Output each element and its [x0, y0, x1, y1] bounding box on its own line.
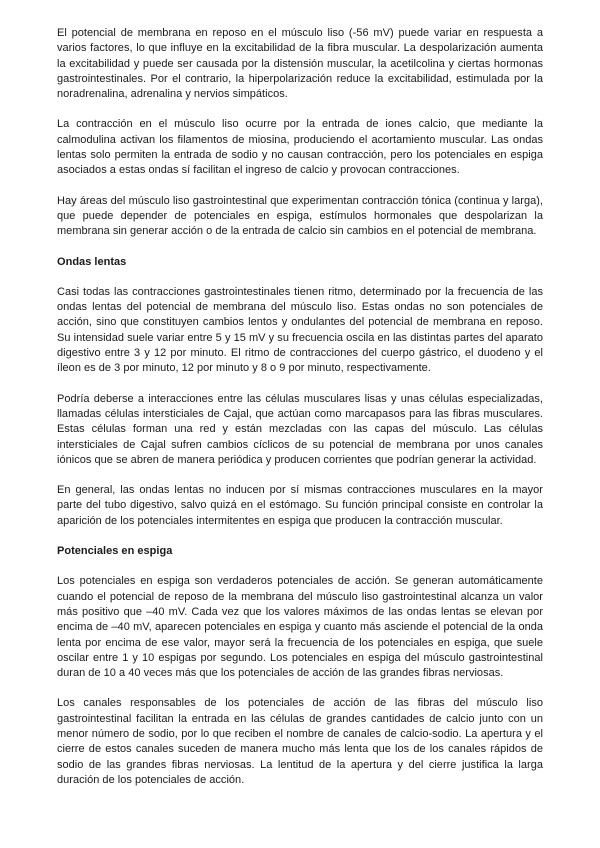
paragraph-resting-potential: El potencial de membrana en reposo en el músculo liso (-56 mV) puede variar en respuesta a varios factores, lo que influye en la excitabilidad de la fibra muscular. La despolarización aumenta la excitabilidad y puede ser causada por la distensión muscular, la acetilcolina y ciertas hormonas gastrointestinales. Por el contrario, la hiperpolarización reduce la excitabilidad, estimulada por la noradrenalina, adrenalina y nervios simpáticos. — [57, 27, 543, 101]
paragraph-espiga-definition: Los potenciales en espiga son verdaderos potenciales de acción. Se generan automáticamente cuando el potencial de reposo de la membrana del músculo liso gastrointestinal alcanza un valor más positivo que –40 mV. Cada vez que los valores máximos de las ondas lentas se elevan por encima de –40 mV, aparecen potenciales en espiga y cuanto más asciende el potencial de la onda lenta por encima de ese valor, mayor será la frecuencia de los potenciales en espiga, que suele oscilar entre 1 y 10 espigas por segundo. Los potenciales en espiga del músculo gastrointestinal duran de 10 a 40 veces más que los potenciales de acción de las grandes fibras nerviosas. — [57, 575, 543, 680]
paragraph-tonic-contraction: Hay áreas del músculo liso gastrointestinal que experimentan contracción tónica (continua y larga), que puede depender de potenciales en espiga, estímulos hormonales que despolarizan la membrana sin generar acción o de la entrada de calcio sin cambios en el potencial de membrana. — [57, 194, 543, 238]
paragraph-calcium-contraction: La contracción en el músculo liso ocurre por la entrada de iones calcio, que mediante la calmodulina activan los filamentos de miosina, produciendo el acortamiento muscular. Las ondas lentas solo permiten la entrada de sodio y no causan contracción, pero los potenciales en espiga asociados a estas ondas sí facilitan el ingreso de calcio y provocan contracciones. — [57, 118, 543, 177]
paragraph-espiga-channels: Los canales responsables de los potenciales de acción de las fibras del músculo liso gastrointestinal facilitan la entrada en las células de grandes cantidades de calcio junto con un menor número de sodio, por lo que reciben el nombre de canales de calcio-sodio. La apertura y el cierre de estos canales suceden de manera mucho más lenta que los de los canales rápidos de sodio de las grandes fibras nerviosas. La lentitud de la apertura y del cierre justifica la larga duración de los potenciales de acción. — [57, 697, 543, 786]
paragraph-ondas-function: En general, las ondas lentas no inducen por sí mismas contracciones musculares en la mayor parte del tubo digestivo, salvo quizá en el estómago. Su función principal consiste en controlar la aparición de los potenciales intermitentes en espiga que producen la contracción muscular. — [57, 484, 543, 527]
document-page — [57, 26, 543, 803]
paragraph-ondas-cajal: Podría deberse a interacciones entre las células musculares lisas y unas células especializadas, llamadas células intersticiales de Cajal, que actúan como marcapasos para las fibras musculares. Estas células forman una red y están mezcladas con las capas del músculo. Las células intersticiales de Cajal sufren cambios cíclicos de su potencial de membrana por unos canales iónicos que se abren de manera periódica y producen corrientes que podrían generar la actividad. — [57, 392, 543, 466]
heading-ondas-lentas: Ondas lentas — [57, 255, 127, 268]
heading-potenciales-espiga: Potenciales en espiga — [57, 545, 173, 558]
paragraph-ondas-rhythm: Casi todas las contracciones gastrointestinales tienen ritmo, determinado por la frecuencia de las ondas lentas del potencial de membrana del músculo liso. Estas ondas no son potenciales de acción, sino que constituyen cambios lentos y ondulantes del potencial de membrana en reposo. Su intensidad suele variar entre 5 y 15 mV y su frecuencia oscila en las distintas partes del aparato digestivo entre 3 y 12 por minuto. El ritmo de contracciones del cuerpo gástrico, el duodeno y el íleon es de 3 por minuto, 12 por minuto y 8 o 9 por minuto, respectivamente. — [57, 285, 543, 375]
